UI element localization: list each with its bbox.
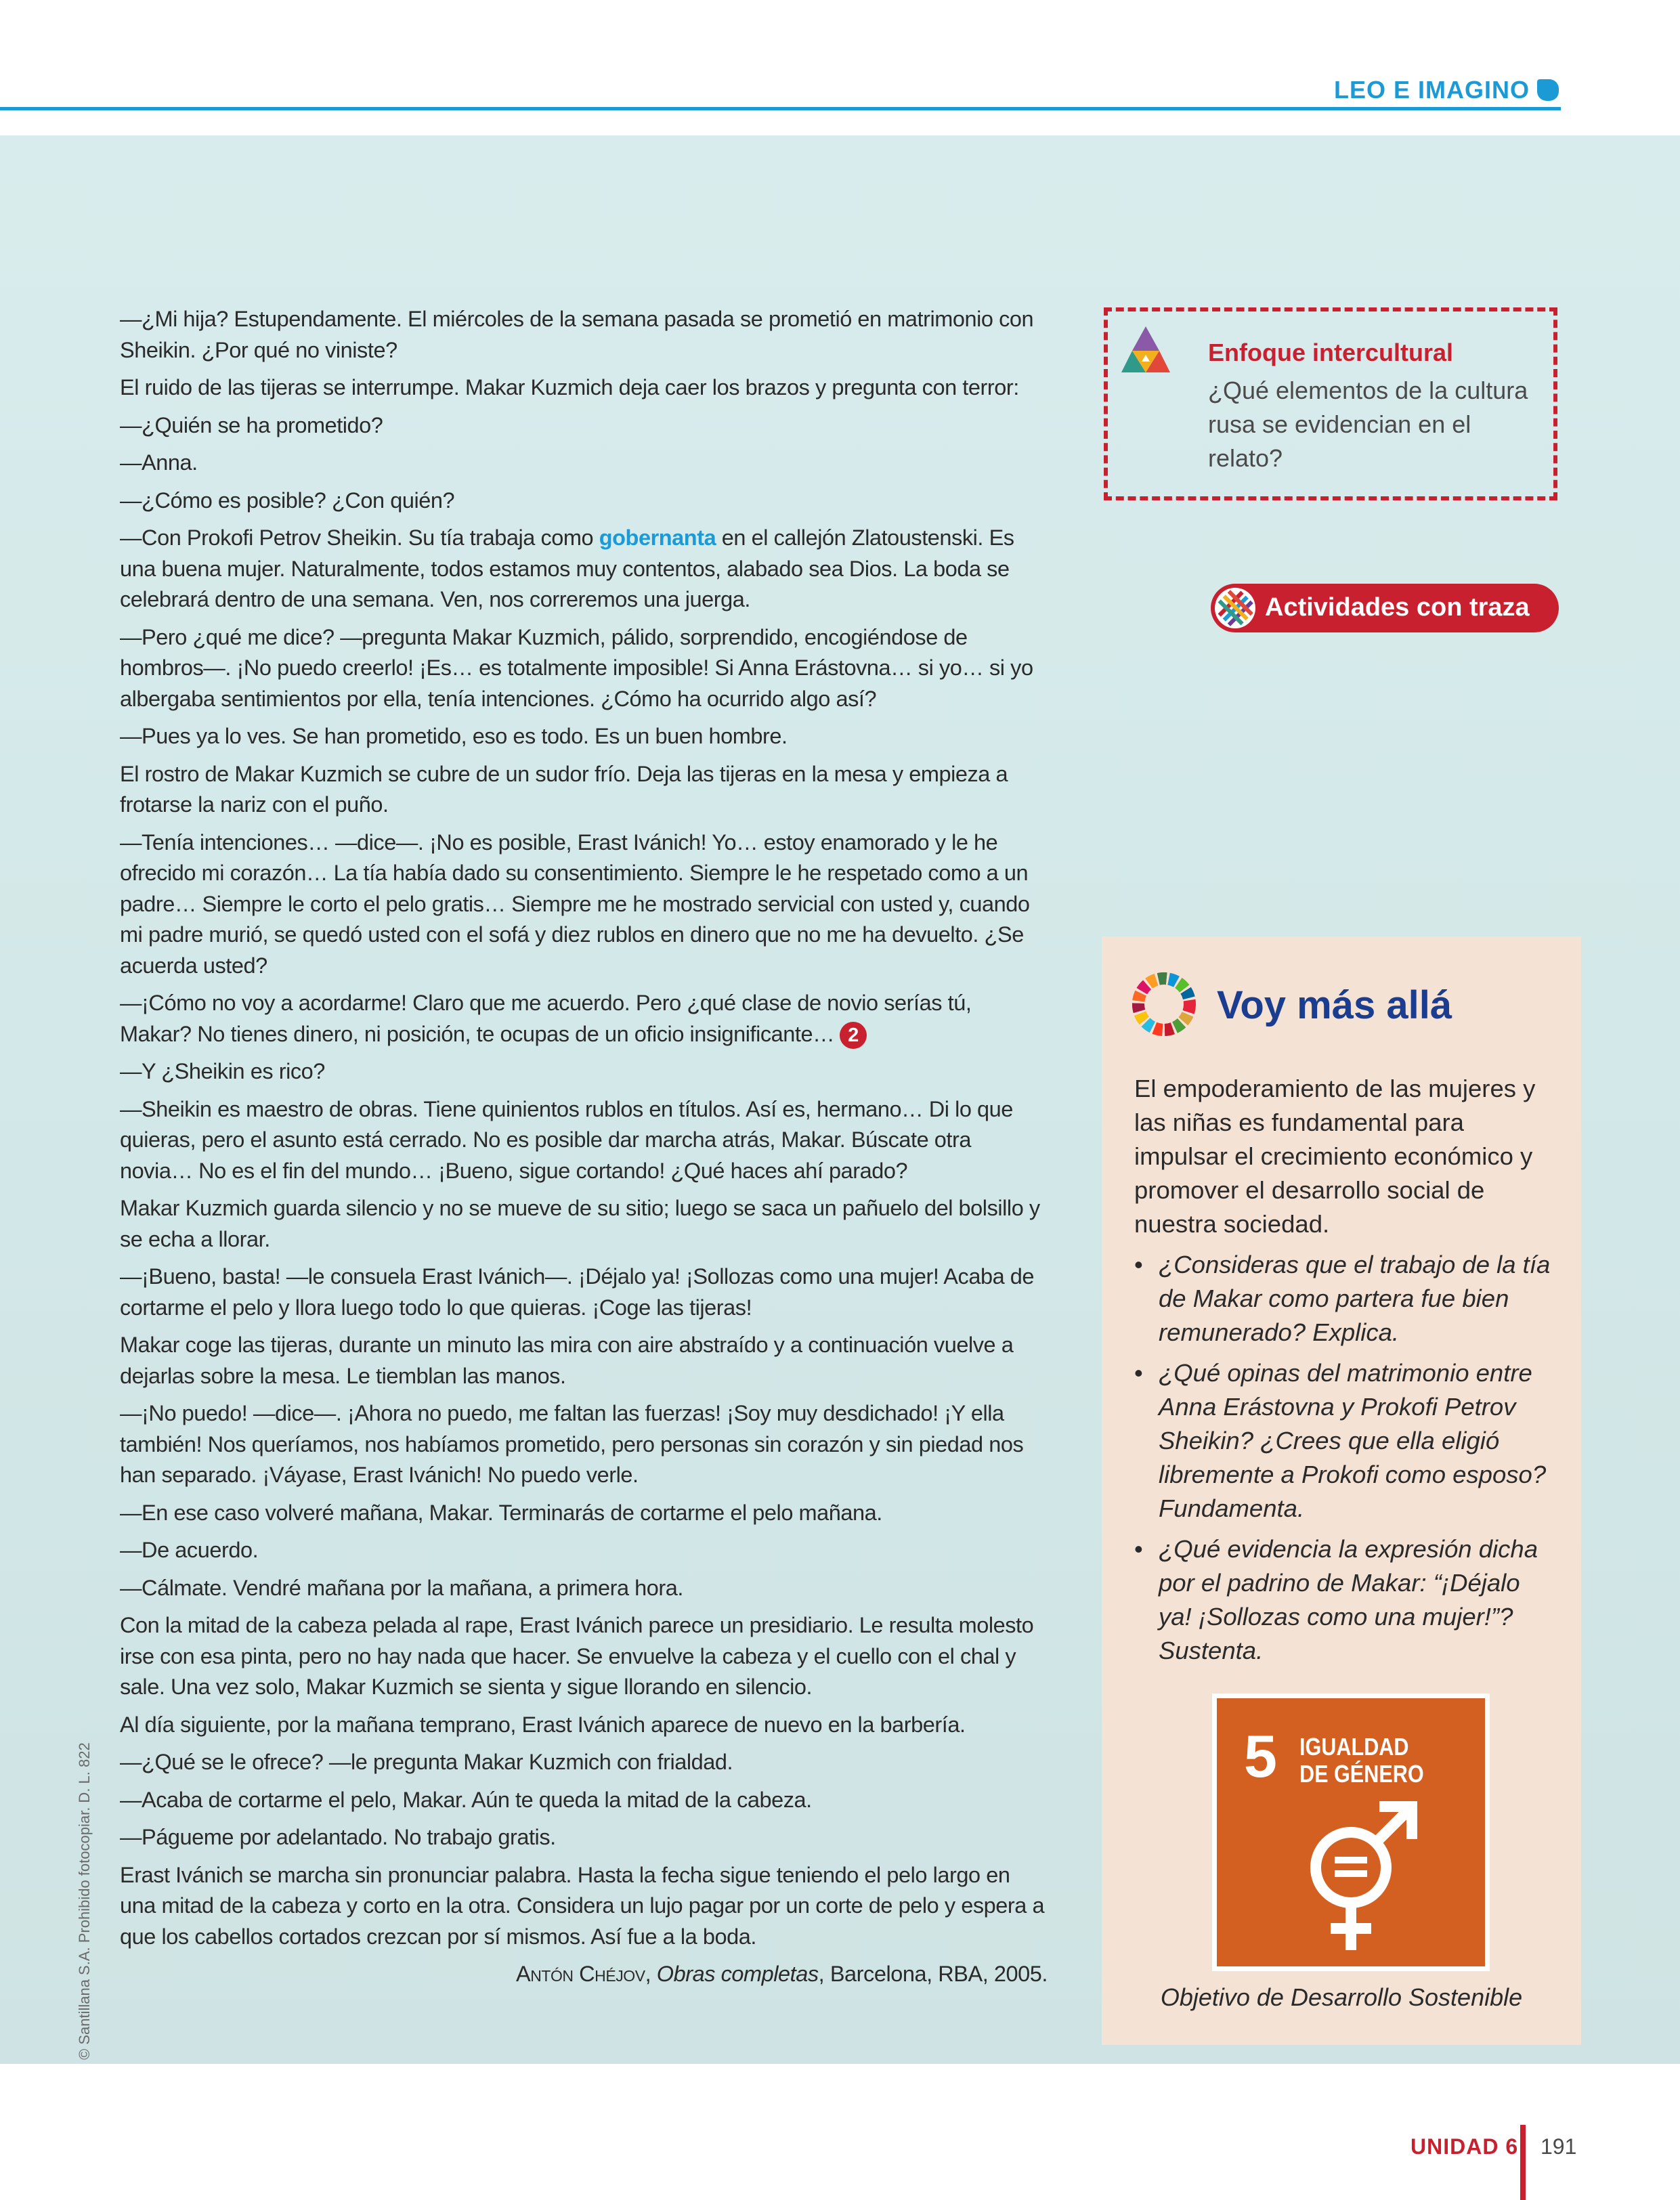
sdg-label	[1299, 1733, 1449, 1788]
story-paragraph: Al día siguiente, por la mañana temprano, Erast Ivánich aparece de nuevo en la barbería.	[120, 1712, 966, 1737]
story-paragraph: —Pero ¿qué me dice? —pregunta Makar Kuzmich, pálido, sorprendido, encogiéndose de hombros—. ¡No puedo creerlo! ¡Es… es totalmente imposible! Si Anna Erástovna… si yo… si yo albergaba sentimientos por ella, tenía intenciones. ¿Cómo ha ocurrido algo así?	[120, 624, 1033, 711]
bullet: •	[1134, 1535, 1143, 1563]
activities-trace-button[interactable]	[1211, 584, 1559, 632]
text-run: —Con Prokofi Petrov Sheikin. Su tía trabaja como	[120, 525, 599, 550]
question-text: ¿Consideras que el trabajo de la tía de Makar como partera fue bien remunerado? Explica.	[1159, 1251, 1551, 1346]
sdg-number: 5	[1244, 1723, 1277, 1790]
source-citation: Antón Chéjov, Obras completas, Barcelona, RBA, 2005.	[515, 1962, 1048, 1986]
list-item	[1134, 1532, 1554, 1668]
voy-mas-alla-box	[1102, 936, 1581, 2045]
story-paragraph: El rostro de Makar Kuzmich se cubre de un sudor frío. Deja las tijeras en la mesa y empieza a frotarse la nariz con el puño.	[120, 761, 1008, 817]
glossary-word[interactable]: gobernanta	[599, 525, 716, 550]
story-paragraph: Makar coge las tijeras, durante un minuto las mira con aire abstraído y a continuación vuelve a dejarlas sobre la mesa. Le tiemblan las manos.	[120, 1333, 1014, 1388]
story-paragraph: Erast Ivánich se marcha sin pronunciar palabra. Hasta la fecha sigue teniendo el pelo largo en una mitad de la cabeza y corto en la otra. Considera un lujo pagar por un corte de pelo y espera a que los cabellos cortados crezcan por sí mismos. Así fue a la boda.	[120, 1862, 1045, 1949]
voy-question-list	[1134, 1248, 1554, 1675]
text-run: —¡Cómo no voy a acordarme! Claro que me acuerdo. Pero ¿qué clase de novio serías tú, Makar? No tienes dinero, ni posición, te ocupas de un oficio insignificante…	[120, 991, 972, 1046]
story-paragraph: —¿Quién se ha prometido?	[120, 412, 383, 437]
list-item	[1134, 1356, 1554, 1526]
voy-title: Voy más allá	[1217, 983, 1452, 1027]
story-paragraph: —Anna.	[120, 450, 198, 475]
citation-author: Antón Chéjov	[515, 1962, 645, 1986]
reading-marker-badge: 2	[840, 1022, 867, 1049]
footer-divider	[1520, 2125, 1526, 2200]
bullet: •	[1134, 1251, 1143, 1278]
story-paragraph: —Cálmate. Vendré mañana por la mañana, a primera hora.	[120, 1575, 683, 1600]
sdg-goal-card	[1212, 1694, 1490, 1971]
story-paragraph: —Y ¿Sheikin es rico?	[120, 1059, 325, 1083]
gender-equality-icon	[1297, 1800, 1425, 1956]
story-paragraph: —¡Bueno, basta! —le consuela Erast Ivánich—. ¡Déjalo ya! ¡Sollozas como una mujer! Acaba de cortarme el pelo y llora luego todo lo que quieras. ¡Coge las tijeras!	[120, 1264, 1035, 1320]
citation-details: , Barcelona, RBA, 2005.	[818, 1962, 1048, 1986]
question-text: ¿Qué opinas del matrimonio entre Anna Erástovna y Prokofi Petrov Sheikin? ¿Crees que ella eligió libremente a Prokofi como esposo? Fundamenta.	[1159, 1359, 1547, 1522]
story-paragraph: —En ese caso volveré mañana, Makar. Terminarás de cortarme el pelo mañana.	[120, 1500, 882, 1525]
story-paragraph: —Sheikin es maestro de obras. Tiene quinientos rublos en títulos. Así es, hermano… Di lo que quieras, pero el asunto está cerrado. No es posible dar marcha atrás, Makar. Búscate otra novia… No es el fin del mundo… ¡Bueno, sigue cortando! ¿Qué haces ahí parado?	[120, 1096, 1013, 1183]
sdg-goal-tile	[1217, 1698, 1485, 1966]
sdg-wheel-icon	[1130, 970, 1198, 1038]
page-number: 191	[1541, 2134, 1577, 2159]
story-paragraph	[120, 988, 1048, 1050]
intercultural-triangle-icon	[1119, 324, 1173, 378]
story-paragraph: —Págueme por adelantado. No trabajo gratis.	[120, 1825, 556, 1849]
intercultural-box	[1104, 307, 1557, 500]
section-tab-marker	[1537, 79, 1559, 101]
sdg-caption: Objetivo de Desarrollo Sostenible	[1160, 1983, 1523, 2011]
sdg-label-line: DE GÉNERO	[1299, 1760, 1424, 1788]
footer-unit: UNIDAD 6	[1410, 2134, 1519, 2159]
story-paragraph: —Pues ya lo ves. Se han prometido, eso es todo. Es un buen hombre.	[120, 724, 788, 748]
sdg-label-line: IGUALDAD	[1299, 1733, 1409, 1761]
trace-pattern-icon	[1215, 588, 1255, 628]
copyright-notice: © Santillana S.A. Prohibido fotocopiar. D. L. 822	[76, 1742, 93, 2060]
story-paragraph: —¡No puedo! —dice—. ¡Ahora no puedo, me faltan las fuerzas! ¡Soy muy desdichado! ¡Y ella también! Nos queríamos, nos habíamos prometido, pero personas sin corazón y sin piedad nos han separado. ¡Váyase, Erast Ivánich! No puedo verle.	[120, 1401, 1024, 1487]
page-header	[0, 0, 1680, 135]
story-paragraph: —¿Qué se le ofrece? —le pregunta Makar Kuzmich con frialdad.	[120, 1750, 733, 1774]
story-paragraph: —¿Mi hija? Estupendamente. El miércoles de la semana pasada se prometió en matrimonio con Sheikin. ¿Por qué no viniste?	[120, 307, 1034, 362]
text-run: en el callejón Zlatoustenski. Es una buena mujer. Naturalmente, todos estamos muy contentos, alabado sea Dios. La boda se celebrará dentro de una semana. Ven, nos correremos una juerga.	[120, 525, 1014, 611]
section-title: LEO E IMAGINO	[1333, 76, 1530, 104]
intercultural-question: ¿Qué elementos de la cultura rusa se evidencian en el relato?	[1208, 376, 1528, 472]
list-item	[1134, 1248, 1554, 1350]
header-rule	[0, 107, 1561, 110]
intercultural-title: Enfoque intercultural	[1208, 339, 1454, 366]
story-paragraph: —Acaba de cortarme el pelo, Makar. Aún te queda la mitad de la cabeza.	[120, 1787, 812, 1812]
story-paragraph: —De acuerdo.	[120, 1538, 259, 1562]
story-paragraph: Con la mitad de la cabeza pelada al rape, Erast Ivánich parece un presidiario. Le resulta molesto irse con esa pinta, pero no hay nada que hacer. Se envuelve la cabeza y el cuello con el chal y sale. Una vez solo, Makar Kuzmich se sienta y sigue llorando en silencio.	[120, 1613, 1034, 1699]
question-text: ¿Qué evidencia la expresión dicha por el padrino de Makar: “¡Déjalo ya! ¡Sollozas como una mujer!”? Sustenta.	[1159, 1535, 1538, 1664]
story-text	[120, 304, 1048, 1990]
citation-work: Obras completas	[656, 1962, 819, 1986]
story-paragraph	[120, 523, 1048, 616]
story-paragraph: El ruido de las tijeras se interrumpe. Makar Kuzmich deja caer los brazos y pregunta con terror:	[120, 375, 1019, 400]
story-paragraph: —Tenía intenciones… —dice—. ¡No es posible, Erast Ivánich! Yo… estoy enamorado y le he ofrecido mi corazón… La tía había dado su consentimiento. Siempre le he respetado como a un padre… Siempre le corto el pelo gratis… Siempre me he mostrado servicial con usted y, cuando mi padre murió, se quedó usted con el sofá y diez rublos en dinero que no me ha devuelto. ¿Se acuerda usted?	[120, 829, 1030, 978]
activities-trace-label: Actividades con traza	[1265, 593, 1530, 622]
story-paragraph: —¿Cómo es posible? ¿Con quién?	[120, 488, 455, 513]
bullet: •	[1134, 1359, 1143, 1387]
story-paragraph: Makar Kuzmich guarda silencio y no se mueve de su sitio; luego se saca un pañuelo del bolsillo y se echa a llorar.	[120, 1196, 1040, 1251]
voy-intro-text: El empoderamiento de las mujeres y las niñas es fundamental para impulsar el crecimiento económico y promover el desarrollo social de nuestra sociedad.	[1134, 1075, 1536, 1238]
